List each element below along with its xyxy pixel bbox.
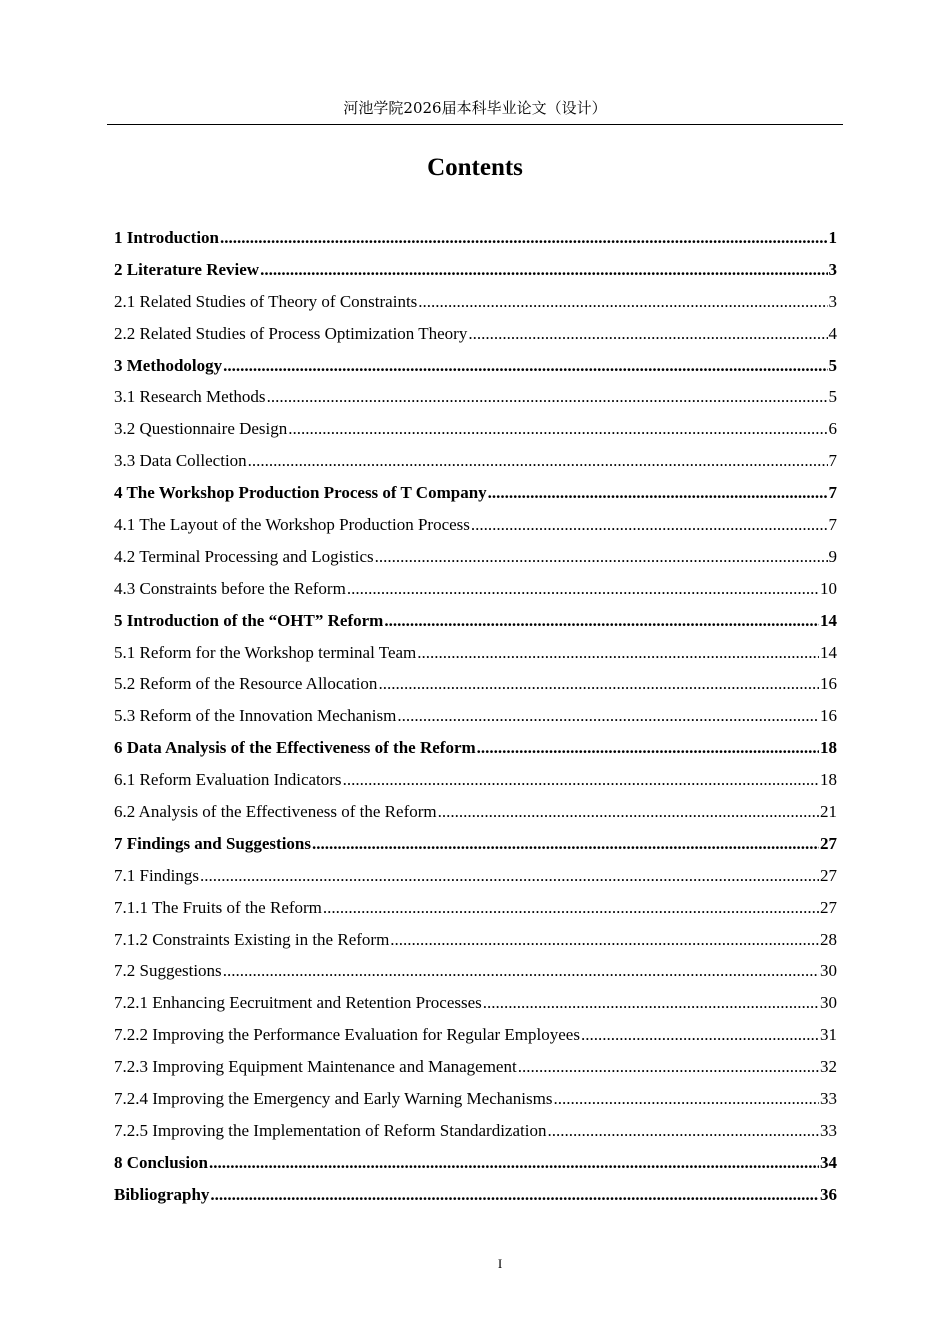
toc-dot-leader: [468, 320, 827, 348]
toc-entry-page: 7: [828, 515, 837, 535]
toc-entry-page: 9: [828, 546, 837, 566]
toc-entry-title: 6.1 Reform Evaluation Indicators: [114, 770, 342, 790]
toc-entry-title: 1 Introduction: [114, 228, 220, 247]
toc-dot-leader: [288, 415, 827, 443]
toc-entry[interactable]: [114, 224, 837, 256]
toc-entry-title: 7.2.4 Improving the Emergency and Early Warning Mechanisms: [114, 1089, 553, 1109]
toc-dot-leader: [553, 1085, 819, 1113]
toc-entry-title: 3.1 Research Methods: [114, 387, 266, 407]
toc-dot-leader: [223, 957, 819, 985]
toc-entry-title: 5.3 Reform of the Innovation Mechanism: [114, 706, 397, 726]
toc-entry[interactable]: [114, 926, 837, 958]
toc-entry-title: 6 Data Analysis of the Effectiveness of the Reform: [114, 738, 476, 758]
page-title: Contents: [427, 154, 523, 181]
toc-dot-leader: [200, 862, 819, 890]
toc-entry-title: 7.1 Findings: [114, 865, 200, 885]
toc-entry-page: 16: [820, 706, 837, 726]
toc-entry[interactable]: [114, 639, 837, 671]
toc-entry[interactable]: [114, 256, 837, 288]
toc-entry[interactable]: [114, 543, 837, 575]
toc-dot-leader: [220, 224, 827, 252]
toc-entry[interactable]: [114, 288, 837, 320]
toc-dot-leader: [347, 575, 819, 603]
toc-entry-page: 18: [820, 738, 837, 758]
toc-entry-title: 7.1.1 The Fruits of the Reform: [114, 897, 322, 917]
toc-entry-page: 32: [820, 1057, 837, 1077]
toc-entry-page: 14: [820, 610, 837, 630]
toc-entry-page: 27: [820, 833, 837, 853]
toc-entry-title: 6.2 Analysis of the Effectiveness of the Reform: [114, 802, 437, 822]
toc-dot-leader: [488, 479, 828, 507]
toc-dot-leader: [209, 1149, 819, 1177]
toc-entry-title: 7.2.1 Enhancing Eecruitment and Retention Processes: [114, 993, 482, 1013]
toc-dot-leader: [248, 447, 828, 475]
toc-entry-page: 3: [828, 291, 837, 311]
toc-dot-leader: [375, 543, 828, 571]
toc-entry[interactable]: [114, 766, 837, 798]
toc-entry-title: 7.2.5 Improving the Implementation of Reform Standardization: [114, 1120, 547, 1140]
toc-entry[interactable]: [114, 1149, 837, 1181]
toc-entry-page: 4: [828, 323, 837, 343]
toc-entry-page: 18: [820, 770, 837, 790]
toc-entry-page: 33: [820, 1120, 837, 1140]
toc-entry[interactable]: [114, 383, 837, 415]
toc-entry[interactable]: [114, 415, 837, 447]
toc-dot-leader: [267, 383, 828, 411]
toc-entry-title: 7.1.2 Constraints Existing in the Reform: [114, 929, 390, 949]
toc-entry-title: 4.3 Constraints before the Reform: [114, 578, 346, 598]
toc-entry-title: 5.2 Reform of the Resource Allocation: [114, 674, 378, 694]
toc-entry[interactable]: [114, 957, 837, 989]
toc-entry[interactable]: [114, 607, 837, 639]
toc-entry-title: 2.2 Related Studies of Process Optimization Theory: [114, 323, 468, 343]
toc-entry[interactable]: [114, 798, 837, 830]
toc-entry[interactable]: [114, 447, 837, 479]
toc-entry-title: 2 Literature Review: [114, 259, 260, 279]
toc-dot-leader: [378, 670, 819, 698]
toc-dot-leader: [260, 256, 827, 284]
toc-entry-page: 31: [820, 1025, 837, 1045]
page-number: I: [497, 1256, 503, 1271]
toc-entry-title: 7.2 Suggestions: [114, 961, 222, 981]
toc-entry-title: 7.2.2 Improving the Performance Evaluation for Regular Employees: [114, 1025, 580, 1045]
toc-entry-page: 1: [828, 228, 837, 247]
toc-dot-leader: [343, 766, 819, 794]
toc-entry-page: 28: [820, 929, 837, 949]
toc-entry[interactable]: [114, 575, 837, 607]
toc-entry[interactable]: [114, 320, 837, 352]
toc-dot-leader: [581, 1021, 819, 1049]
toc-entry-title: 4 The Workshop Production Process of T Company: [114, 483, 487, 503]
toc-entry-title: Bibliography: [114, 1184, 210, 1204]
toc-entry-title: 3.2 Questionnaire Design: [114, 419, 288, 439]
toc-entry[interactable]: [114, 862, 837, 894]
toc-dot-leader: [438, 798, 819, 826]
toc-entry-page: 7: [828, 483, 837, 503]
toc-entry-page: 30: [820, 993, 837, 1013]
toc-dot-leader: [547, 1117, 819, 1145]
toc-entry[interactable]: [114, 352, 837, 384]
toc-entry[interactable]: [114, 894, 837, 926]
toc-entry[interactable]: [114, 479, 837, 511]
toc-entry-page: 14: [820, 642, 837, 662]
toc-dot-leader: [312, 830, 819, 858]
toc-entry-page: 21: [820, 802, 837, 822]
toc-entry-page: 7: [828, 451, 837, 471]
toc-entry-page: 5: [828, 387, 837, 407]
toc-entry-page: 27: [820, 865, 837, 885]
toc-entry-page: 3: [828, 259, 837, 279]
toc-entry-title: 3.3 Data Collection: [114, 451, 247, 471]
toc-dot-leader: [390, 926, 819, 954]
toc-entry-page: 33: [820, 1089, 837, 1109]
toc-entry[interactable]: [114, 670, 837, 702]
toc-entry-page: 10: [820, 578, 837, 598]
toc-entry[interactable]: [114, 1085, 837, 1117]
toc-entry-title: 5 Introduction of the “OHT” Reform: [114, 610, 384, 630]
toc-entry-title: 7.2.3 Improving Equipment Maintenance and Management: [114, 1057, 517, 1077]
toc-entry[interactable]: [114, 1117, 837, 1149]
toc-dot-leader: [471, 511, 828, 539]
toc-dot-leader: [518, 1053, 819, 1081]
toc-entry-title: 3 Methodology: [114, 355, 223, 375]
table-of-contents: [114, 224, 837, 1213]
toc-dot-leader: [477, 734, 819, 762]
toc-entry-title: 2.1 Related Studies of Theory of Constraints: [114, 291, 418, 311]
toc-dot-leader: [384, 607, 819, 635]
toc-entry[interactable]: [114, 1053, 837, 1085]
toc-entry-page: 30: [820, 961, 837, 981]
toc-dot-leader: [323, 894, 819, 922]
toc-dot-leader: [210, 1181, 819, 1209]
toc-dot-leader: [397, 702, 819, 730]
toc-entry-page: 36: [820, 1184, 837, 1204]
toc-entry-title: 5.1 Reform for the Workshop terminal Team: [114, 642, 417, 662]
toc-entry-title: 8 Conclusion: [114, 1152, 208, 1172]
toc-entry[interactable]: [114, 511, 837, 543]
toc-entry-page: 6: [828, 419, 837, 439]
toc-entry[interactable]: [114, 989, 837, 1021]
toc-entry-page: 16: [820, 674, 837, 694]
running-header: 河池学院2026届本科毕业论文（设计）: [107, 98, 843, 125]
toc-entry-page: 27: [820, 897, 837, 917]
toc-dot-leader: [483, 989, 819, 1017]
toc-entry[interactable]: [114, 734, 837, 766]
toc-entry[interactable]: [114, 1181, 837, 1213]
toc-entry[interactable]: [114, 830, 837, 862]
toc-dot-leader: [223, 352, 827, 380]
toc-entry[interactable]: [114, 1021, 837, 1053]
toc-entry-title: 4.2 Terminal Processing and Logistics: [114, 546, 374, 566]
toc-entry-title: 4.1 The Layout of the Workshop Production Process: [114, 515, 470, 535]
toc-entry-page: 5: [828, 355, 837, 375]
toc-entry[interactable]: [114, 702, 837, 734]
toc-entry-page: 34: [820, 1152, 837, 1172]
toc-dot-leader: [417, 639, 819, 667]
toc-entry-title: 7 Findings and Suggestions: [114, 833, 311, 853]
toc-dot-leader: [418, 288, 827, 316]
